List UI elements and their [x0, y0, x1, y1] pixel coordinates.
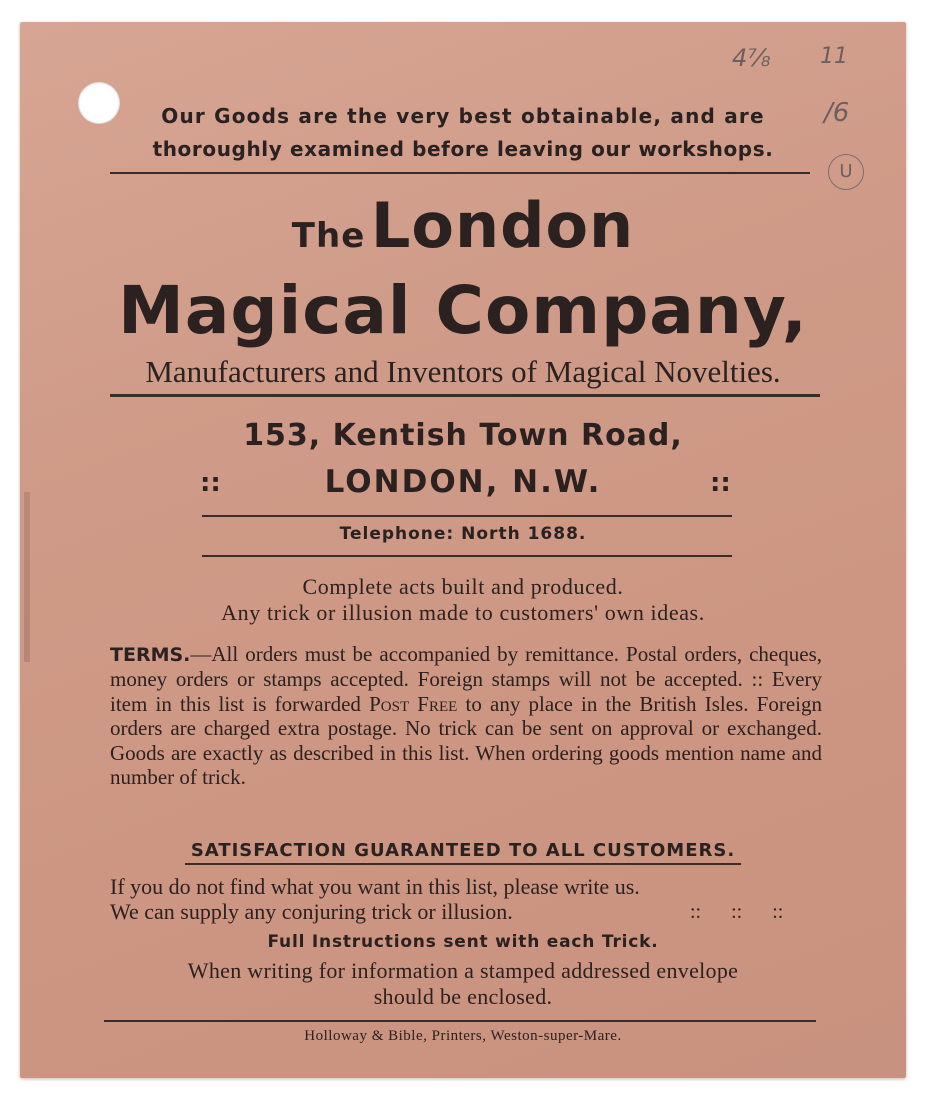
services-line-2: Any trick or illusion made to customers' own ideas. [221, 600, 705, 625]
terms-paragraph [110, 642, 822, 789]
terms-post-free: Post Free [369, 691, 458, 716]
title-line-2: Magical Company, [118, 272, 808, 349]
header-line-1: Our Goods are the very best obtainable, and are [161, 104, 765, 128]
subtitle-rule [110, 394, 820, 397]
pencil-mark-sixteen: /6 [824, 98, 850, 128]
footer-rule [104, 1020, 816, 1022]
address-street: 153, Kentish Town Road, [243, 418, 683, 453]
services-line-1: Complete acts built and produced. [302, 574, 624, 599]
envelope-line-1: When writing for information a stamped addressed envelope [187, 958, 739, 983]
header-line-2: thoroughly examined before leaving our workshops. [152, 137, 774, 161]
telephone: Telephone: North 1688. [339, 524, 587, 544]
title-subtitle: Manufacturers and Inventors of Magical Novelties. [145, 354, 781, 389]
title-london: London [370, 189, 635, 262]
printer-credit: Holloway & Bible, Printers, Weston-super-Mare. [304, 1028, 622, 1044]
guarantee [20, 840, 906, 861]
address-ornament-right: :: [710, 468, 731, 498]
pencil-mark-eleven: 11 [820, 44, 848, 69]
address-rule-bottom [202, 555, 732, 557]
envelope-line-2: should be enclosed. [373, 984, 553, 1009]
header-rule [110, 172, 810, 174]
address-ornament-left: :: [200, 468, 221, 498]
title-the: The [291, 216, 366, 256]
find-ornaments: :: :: :: [690, 901, 784, 923]
title-line-1 [20, 190, 906, 278]
terms-lead: TERMS. [110, 644, 191, 666]
address-rule-top [202, 515, 732, 517]
terms-text-1: —All orders must be accompanied by remittance. Postal orders, cheques, money orders or stamps accepted. Foreign stamps will not be accepted. :: Every item in this list is forwarded [110, 642, 822, 716]
terms-text-2: to any place in the British Isles. Foreign orders are charged extra postage. No trick can be sent on approval or exchanged. Goods are exactly as described in this list. When ordering goods mention name and number of trick. [110, 691, 822, 790]
address-city: LONDON, N.W. [324, 464, 602, 500]
instructions: Full Instructions sent with each Trick. [267, 932, 659, 952]
find-line-1: If you do not find what you want in this list, please write us. [110, 874, 640, 899]
guarantee-text: SATISFACTION GUARANTEED TO ALL CUSTOMERS. [185, 840, 741, 865]
pencil-price: 4⅞ [732, 44, 771, 72]
pamphlet-cover [20, 22, 906, 1078]
pencil-circled-mark: U [828, 154, 864, 190]
find-line-2: We can supply any conjuring trick or illusion. [110, 899, 513, 924]
